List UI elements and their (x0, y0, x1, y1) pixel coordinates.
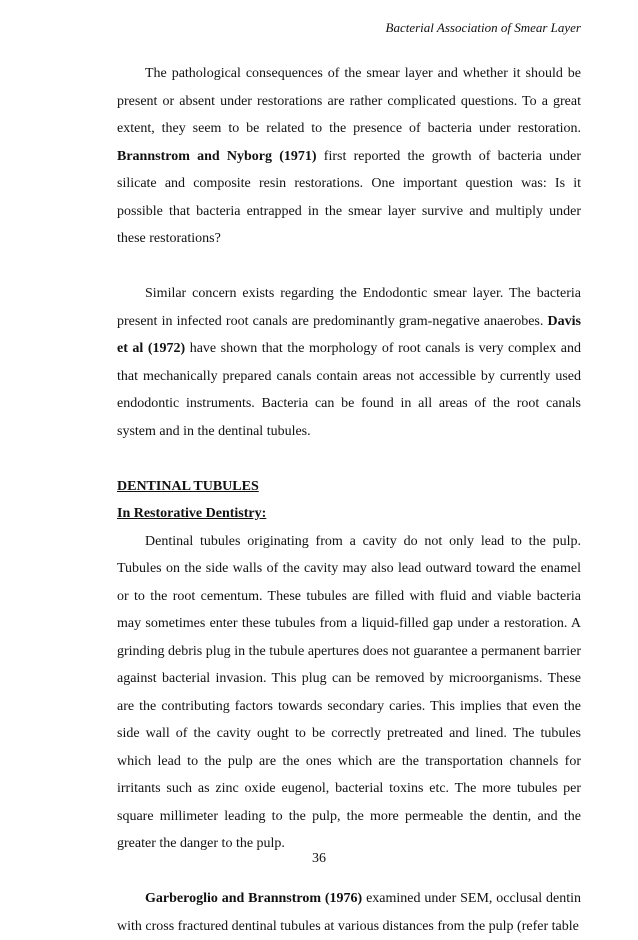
paragraph-text: have shown that the morphology of root canals is very complex and that mechanically prepared canals contain areas not accessible by currently used endodontic instruments. Bacteria can be found in all areas of the root canals system and in the dentinal tubules. (117, 341, 581, 439)
citation-garberoglio-brannstrom: Garberoglio and Brannstrom (1976) (145, 891, 363, 906)
running-header: Bacterial Association of Smear Layer (385, 20, 581, 35)
paragraph-gap (117, 445, 581, 473)
paragraph-garberoglio-study (117, 885, 581, 940)
page-number: 36 (312, 851, 326, 866)
body-text (117, 60, 581, 940)
paragraph-dentinal-tubules: Dentinal tubules originating from a cavity do not only lead to the pulp. Tubules on the side walls of the cavity may also lead outward toward the enamel or to the root cementum. These tubules are filled with fluid and viable bacteria may sometimes enter these tubules from a liquid-filled gap under a restoration. A grinding debris plug in the tubule apertures does not guarantee a permanent barrier against bacterial invasion. This plug can be removed by microorganisms. These are the contributing factors towards secondary caries. This implies that even the side wall of the cavity ought to be correctly pretreated and lined. The tubules which lead to the pulp are the ones which are the transportation channels for irritants such as zinc oxide eugenol, bacterial toxins etc. The more tubules per square millimeter leading to the pulp, the more permeable the dentin, and the greater the danger to the pulp. (117, 533, 581, 851)
paragraph-gap (117, 253, 581, 281)
citation-davis: Davis et al (1972) (117, 313, 581, 356)
paragraph-smear-layer-consequences (117, 60, 581, 253)
subsection-heading: In Restorative Dentistry: (117, 506, 267, 521)
section-heading: DENTINAL TUBULES (117, 478, 259, 494)
paragraph-endodontic-smear-layer (117, 280, 581, 445)
paragraph-text: The pathological consequences of the smear layer and whether it should be present or absent under restorations are rather complicated questions. To a great extent, they seem to be related to the presence of bacteria under restoration. (117, 66, 581, 136)
citation-brannstrom-nyborg: Brannstrom and Nyborg (1971) (117, 148, 317, 164)
paragraph-text: examined under SEM, occlusal dentin with cross fractured dentinal tubules at various distances from the pulp (refer table (117, 891, 581, 934)
paragraph-text: Similar concern exists regarding the Endodontic smear layer. The bacteria present in infected root canals are predominantly gram-negative anaerobes. (117, 286, 581, 329)
paragraph-text: first reported the growth of bacteria under silicate and composite resin restorations. One important question was: Is it possible that bacteria entrapped in the smear layer survive and multiply under these restorations? (117, 148, 582, 246)
